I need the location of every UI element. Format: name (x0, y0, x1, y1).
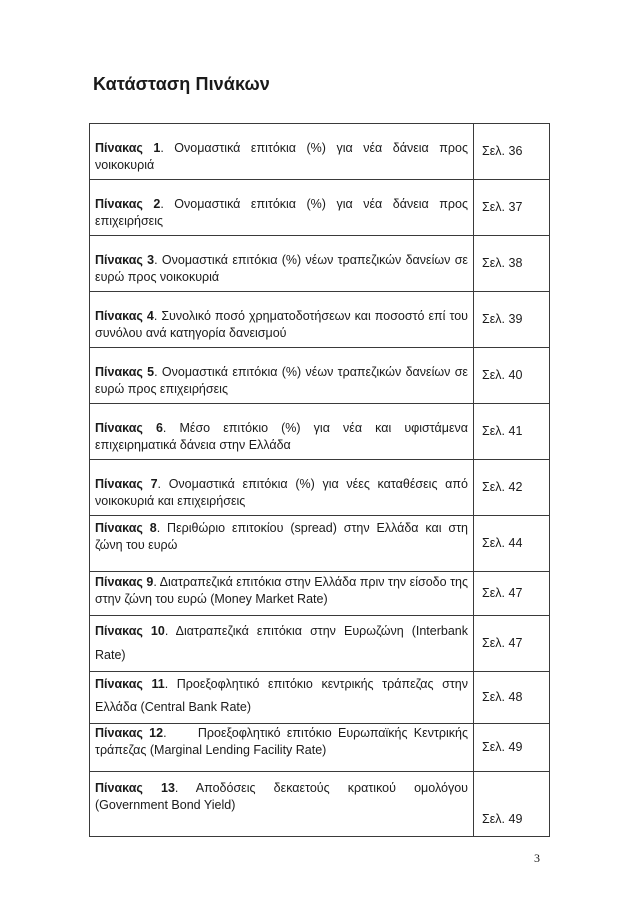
table-row (90, 516, 550, 572)
table-description: . Συνολικό ποσό χρηματοδοτήσεων και ποσοστό επί του συνόλου ανά κατηγορία δανεισμού (95, 309, 468, 340)
table-label: Πίνακας 6 (95, 421, 163, 435)
table-description: . Αποδόσεις δεκαετούς κρατικού ομολόγου (Government Bond Yield) (95, 781, 468, 812)
table-row (90, 292, 550, 348)
table-description-cell (90, 292, 474, 348)
table-description-cell (90, 180, 474, 236)
table-description-cell (90, 124, 474, 180)
table-description-cell (90, 404, 474, 460)
table-label: Πίνακας 13 (95, 781, 175, 795)
table-page-ref: Σελ. 41 (474, 404, 550, 460)
table-label: Πίνακας 7 (95, 477, 158, 491)
table-description: . Διατραπεζικά επιτόκια στην Ευρωζώνη (Interbank Rate) (95, 624, 468, 662)
table-row (90, 572, 550, 616)
table-page-ref: Σελ. 39 (474, 292, 550, 348)
table-description-cell (90, 572, 474, 616)
table-page-ref: Σελ. 36 (474, 124, 550, 180)
table-page-ref: Σελ. 47 (474, 572, 550, 616)
table-page-ref: Σελ. 49 (474, 724, 550, 772)
table-label: Πίνακας 11 (95, 677, 165, 691)
table-description: . Ονομαστικά επιτόκια (%) για νέα δάνεια προς επιχειρήσεις (95, 197, 468, 228)
table-description: . Ονομαστικά επιτόκια (%) νέων τραπεζικών δανείων σε ευρώ προς επιχειρήσεις (95, 365, 468, 396)
table-description-cell (90, 348, 474, 404)
page-number: 3 (534, 851, 540, 865)
table-description-cell (90, 616, 474, 672)
table-label: Πίνακας 1 (95, 141, 161, 155)
table-label: Πίνακας 5 (95, 365, 155, 379)
table-description: . Προεξοφλητικό επιτόκιο Ευρωπαϊκής Κεντρικής τράπεζας (Marginal Lending Facility Rate) (95, 726, 472, 757)
table-page-ref: Σελ. 37 (474, 180, 550, 236)
table-description: . Ονομαστικά επιτόκια (%) για νέες καταθέσεις από νοικοκυριά και επιχειρήσεις (95, 477, 468, 508)
table-row (90, 616, 550, 672)
table-page-ref: Σελ. 40 (474, 348, 550, 404)
table-label: Πίνακας 2 (95, 197, 161, 211)
table-description-cell (90, 772, 474, 837)
table-description: . Προεξοφλητικό επιτόκιο κεντρικής τράπεζας στην Ελλάδα (Central Bank Rate) (95, 677, 468, 714)
table-description-cell (90, 236, 474, 292)
table-row (90, 348, 550, 404)
table-page-ref: Σελ. 49 (474, 772, 550, 837)
table-page-ref: Σελ. 38 (474, 236, 550, 292)
table-label: Πίνακας 4 (95, 309, 154, 323)
table-description-cell (90, 672, 474, 724)
table-label: Πίνακας 10 (95, 624, 165, 638)
table-row (90, 180, 550, 236)
table-description: . Μέσο επιτόκιο (%) για νέα και υφιστάμενα επιχειρηματικά δάνεια στην Ελλάδα (95, 421, 468, 452)
table-label: Πίνακας 9 (95, 575, 154, 589)
table-description-cell (90, 724, 474, 772)
page-title: Κατάσταση Πινάκων (93, 74, 270, 94)
table-description: . Ονομαστικά επιτόκια (%) για νέα δάνεια προς νοικοκυριά (95, 141, 468, 172)
table-row (90, 724, 550, 772)
table-description-cell (90, 516, 474, 572)
table-description: . Διατραπεζικά επιτόκια στην Ελλάδα πριν την είσοδο της στην ζώνη του ευρώ (Money Market Rate) (95, 575, 468, 606)
table-row (90, 772, 550, 837)
table-description: . Ονομαστικά επιτόκια (%) νέων τραπεζικών δανείων σε ευρώ προς νοικοκυριά (95, 253, 468, 284)
table-label: Πίνακας 3 (95, 253, 155, 267)
table-row (90, 236, 550, 292)
table-page-ref: Σελ. 44 (474, 516, 550, 572)
table-label: Πίνακας 8 (95, 521, 157, 535)
table-page-ref: Σελ. 42 (474, 460, 550, 516)
table-page-ref: Σελ. 48 (474, 672, 550, 724)
table-row (90, 672, 550, 724)
table-row (90, 460, 550, 516)
table-description-cell (90, 460, 474, 516)
table-page-ref: Σελ. 47 (474, 616, 550, 672)
table-row (90, 404, 550, 460)
table-label: Πίνακας 12 (95, 726, 164, 740)
table-description: . Περιθώριο επιτοκίου (spread) στην Ελλάδα και στη ζώνη του ευρώ (95, 521, 468, 552)
table-row (90, 124, 550, 180)
table-of-tables (89, 123, 550, 837)
